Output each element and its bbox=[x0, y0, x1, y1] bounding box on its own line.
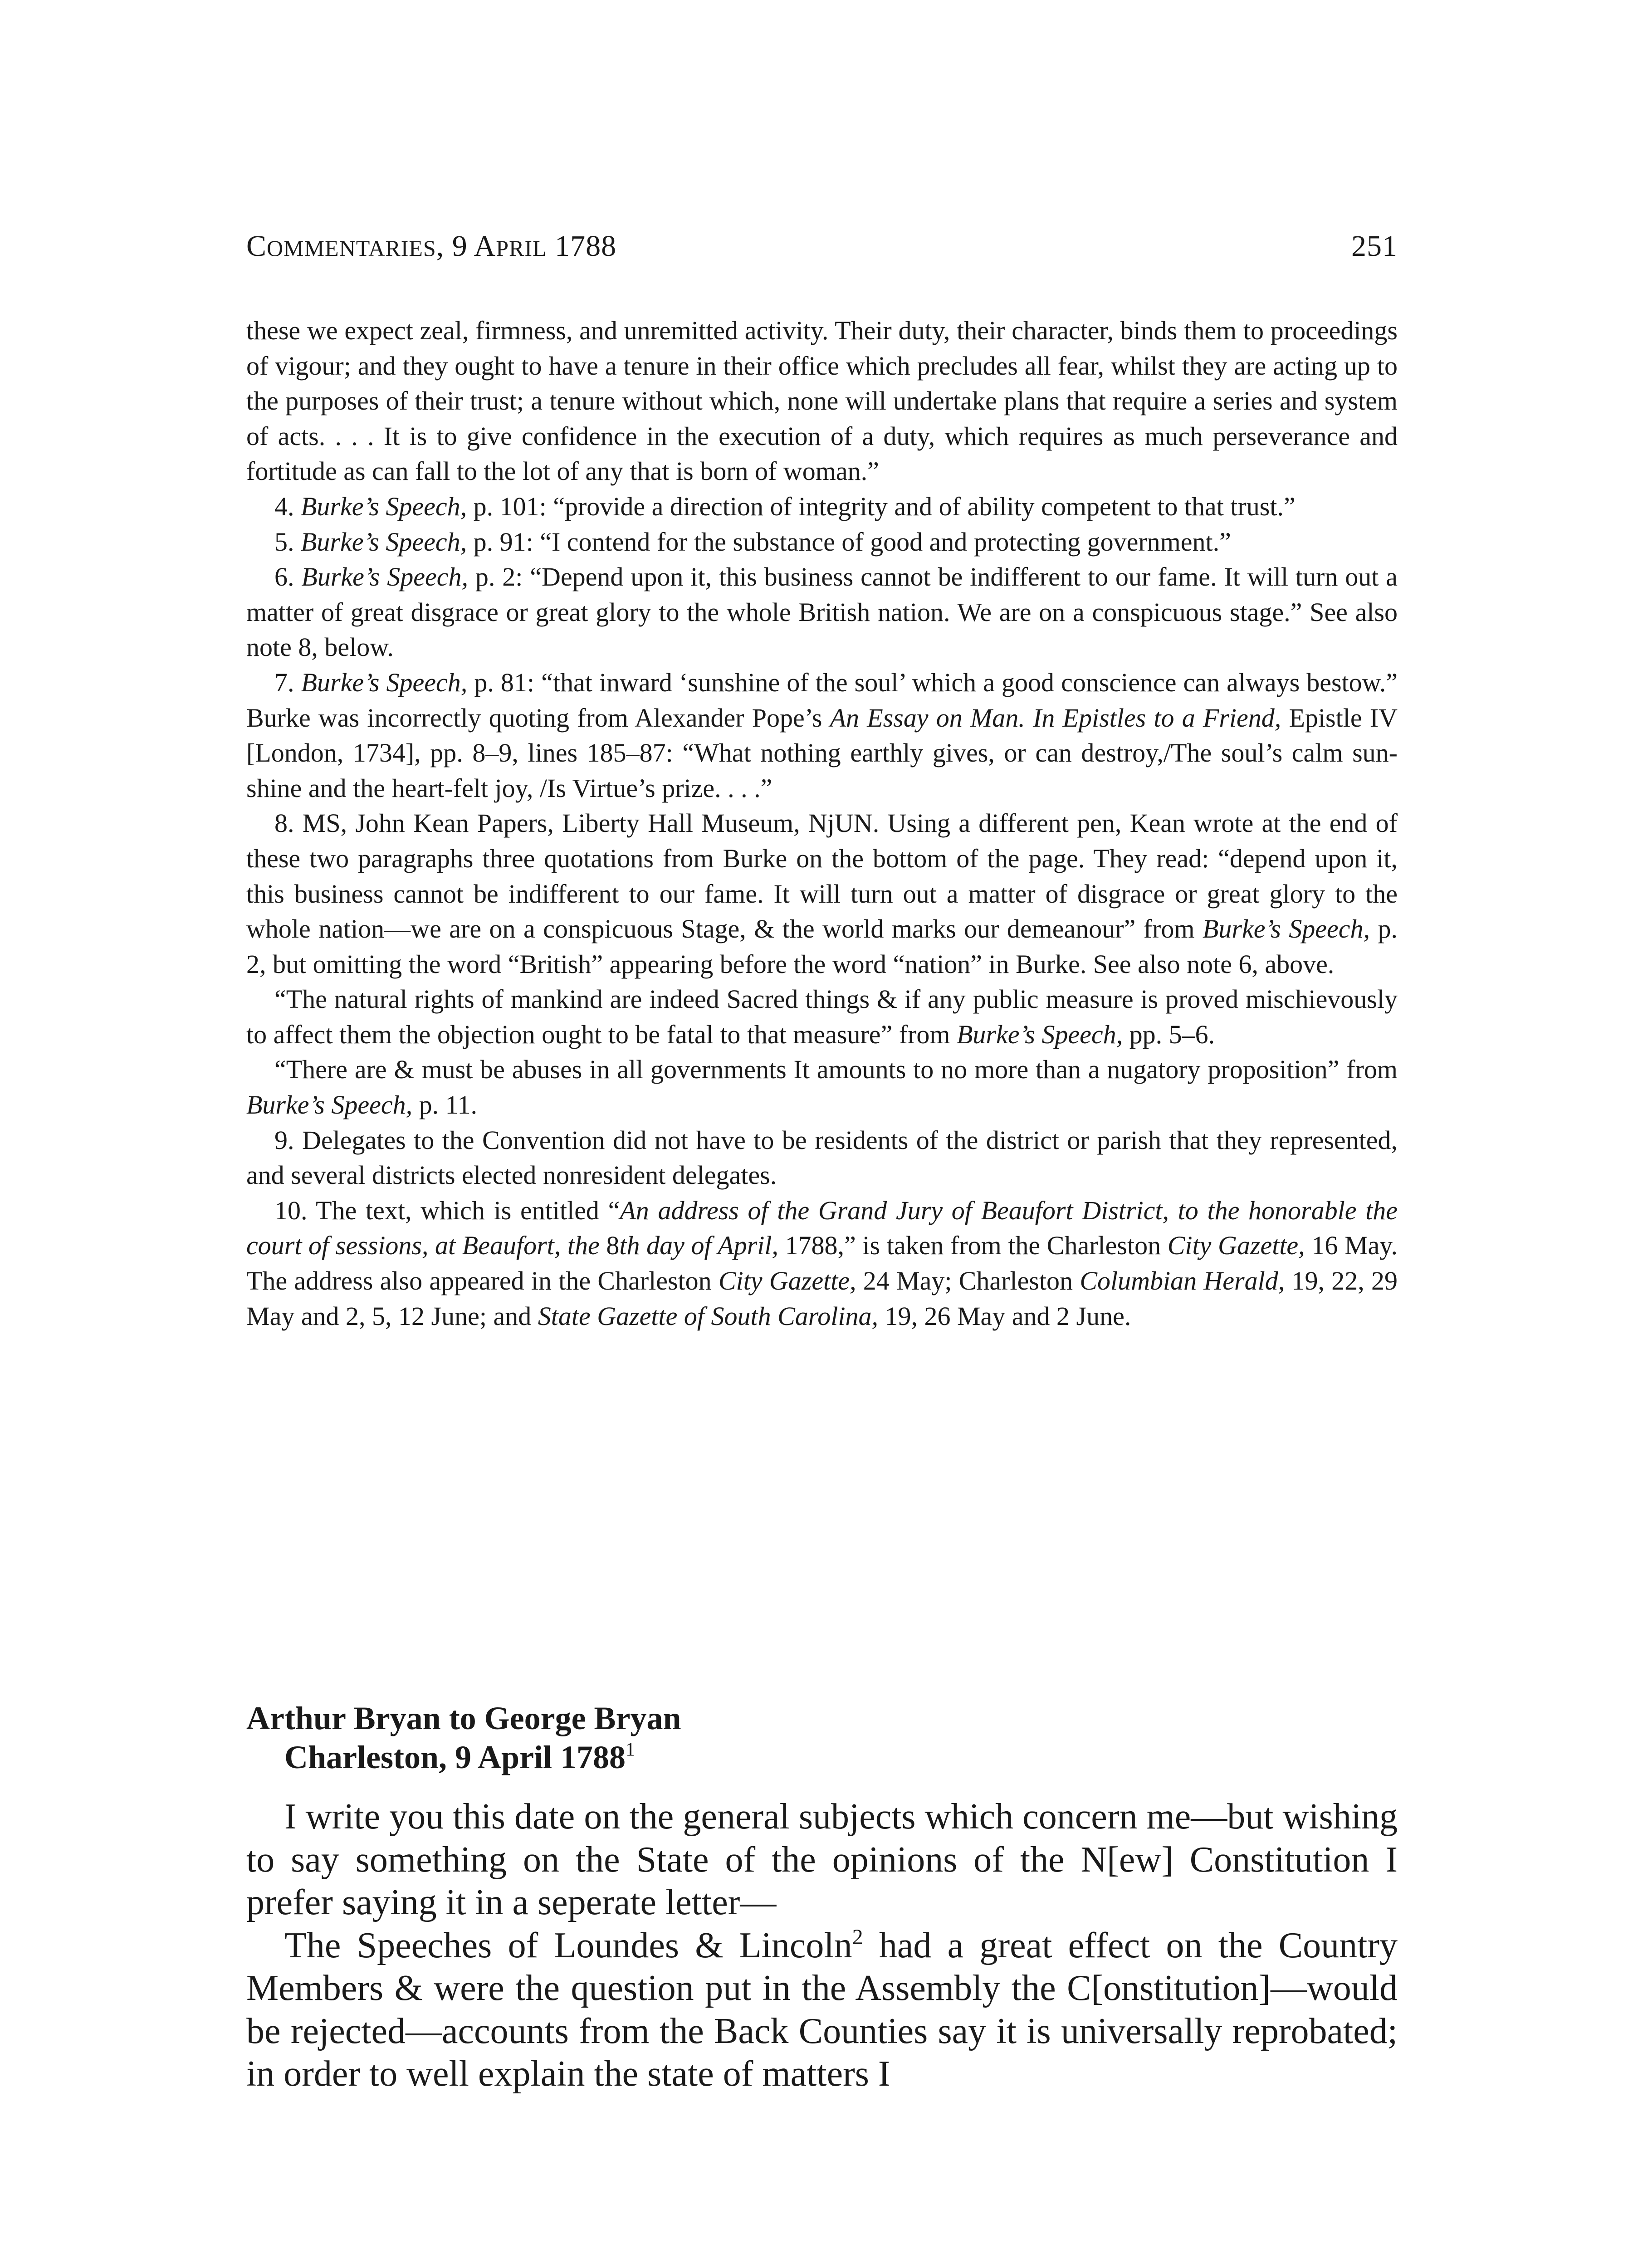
letter-paragraph-1: I write you this date on the general subjects which concern me—but wishing to say something on the State of the opinions of the N[ew] Constitution I prefer saying it in a seperate letter— bbox=[246, 1797, 1398, 1922]
running-head-title: COMMENTARIES, 9 APRIL 1788 bbox=[246, 230, 617, 263]
paragraph-note-ref: 2 bbox=[852, 1925, 863, 1949]
note-4: 4. Burke’s Speech, p. 101: “provide a direction of integrity and of ability competent to that trust.” bbox=[274, 491, 1296, 521]
note-3-continued: these we expect zeal, firmness, and unremitted activity. Their duty, their character, binds them to proceedings of vigour; and they ought to have a tenure in their office which precludes all fear, whilst they are acting up to the purposes of their trust; a tenure without which, none will undertake plans that require a series and system of acts. . . . It is to give confidence in the execution of a duty, which requires as much perseverance and fortitude as can fall to the lot of any that is born of woman.” bbox=[246, 316, 1398, 486]
heading-note-ref: 1 bbox=[626, 1739, 636, 1760]
note-7: 7. Burke’s Speech, p. 81: “that inward ‘sunshine of the soul’ which a good conscience can always bestow.” Burke was incorrectly quoting from Alexander Pope’s An Essay on Man. In Epistles to a Friend, Epistle IV [London, 1734], pp. 8–9, lines 185–87: “What nothing earthly gives, or can destroy,/The soul’s calm sun-shine and the heart-felt joy, /Is Virtue’s prize. . . .” bbox=[246, 667, 1398, 803]
letter-paragraph-2: The Speeches of Loundes & Lincoln$^2$ had a great effect on the Country Members & were the question put in the Assembly the C[onstitution]—would be rejected—accounts from the Back Counties say it is universally reprobated; in order to well explain the state of matters I bbox=[246, 1925, 1398, 2094]
running-header bbox=[246, 229, 1398, 264]
note-5: 5. Burke’s Speech, p. 91: “I contend for the substance of good and protecting government.” bbox=[274, 527, 1231, 557]
heading-place-date: Charleston, 9 April 1788$^1$ bbox=[284, 1739, 636, 1775]
endnotes bbox=[246, 313, 1398, 1334]
note-8-quote-3: “There are & must be abuses in all governments It amounts to no more than a nugatory proposition” from Burke’s Speech, p. 11. bbox=[246, 1055, 1398, 1120]
letter-body bbox=[246, 1795, 1398, 2096]
note-8-quote-2: “The natural rights of mankind are indeed Sacred things & if any public measure is proved mischievously to affect them the objection ought to be fatal to that measure” from Burke’s Speech, pp. 5–6. bbox=[246, 984, 1398, 1049]
note-8: 8. MS, John Kean Papers, Liberty Hall Museum, NjUN. Using a different pen, Kean wrote at the end of these two paragraphs three quotations from Burke on the bottom of the page. They read: “depend upon it, this business cannot be indifferent to our fame. It will turn out a matter of disgrace or great glory to the whole nation—we are on a conspicuous Stage, & the world marks our demeanour” from Burke’s Speech, p. 2, but omitting the word “British” appearing before the word “nation” in Burke. See also note 6, above. bbox=[246, 808, 1398, 979]
note-10: 10. The text, which is entitled “An address of the Grand Jury of Beaufort District, to the honorable the court of sessions, at Beaufort, the 8th day of April, 1788,” is taken from the Charleston City Gazette, 16 May. The address also appeared in the Charleston City Gazette, 24 May; Charleston Columbian Herald, 19, 22, 29 May and 2, 5, 12 June; and State Gazette of South Carolina, 19, 26 May and 2 June. bbox=[246, 1195, 1398, 1331]
heading-correspondents: Arthur Bryan to George Bryan bbox=[246, 1700, 681, 1736]
document-heading bbox=[246, 1699, 681, 1777]
note-9: 9. Delegates to the Convention did not have to be residents of the district or parish that they represented, and several districts elected nonresident delegates. bbox=[246, 1125, 1398, 1190]
note-6: 6. Burke’s Speech, p. 2: “Depend upon it, this business cannot be indifferent to our fame. It will turn out a matter of great disgrace or great glory to the whole British nation. We are on a conspicuous stage.” See also note 8, below. bbox=[246, 562, 1398, 662]
page-number: 251 bbox=[1351, 230, 1398, 263]
